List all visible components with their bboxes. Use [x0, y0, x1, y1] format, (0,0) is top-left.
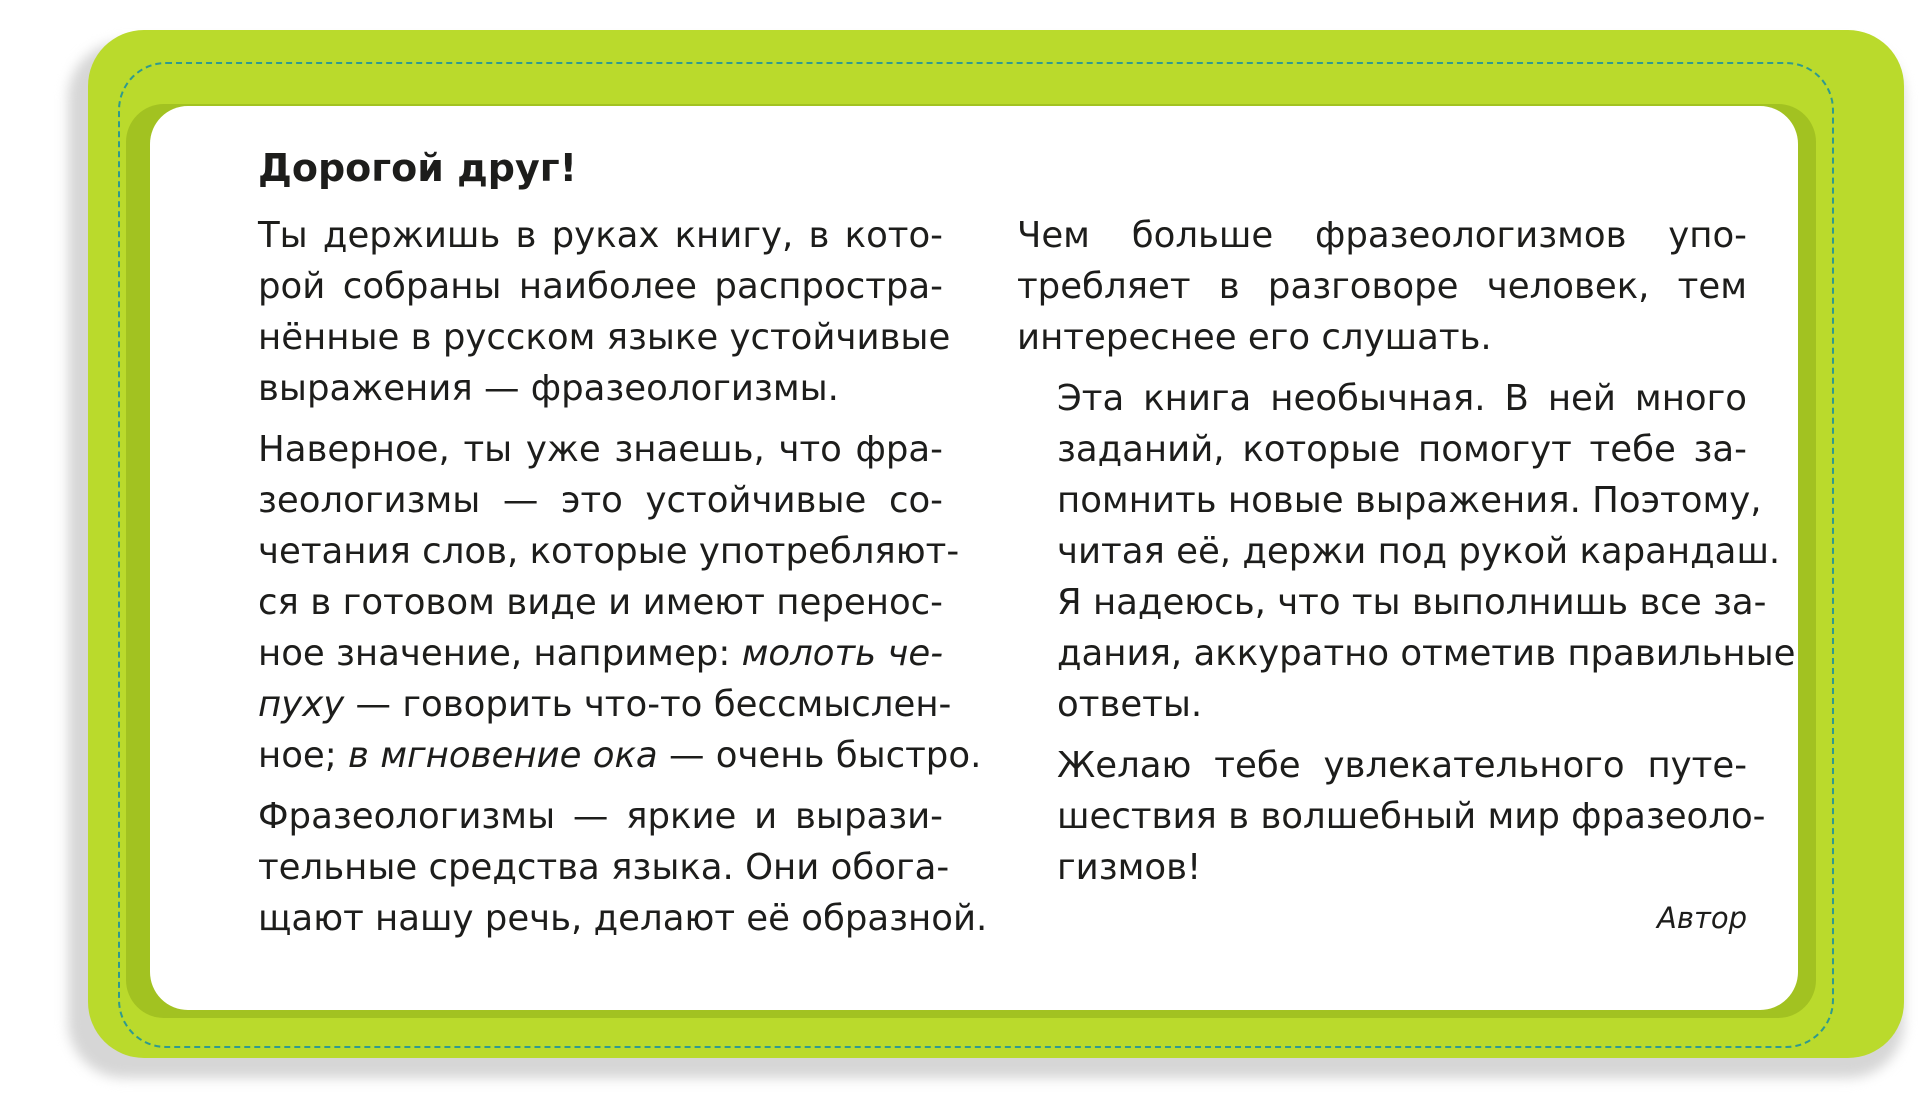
text-line: Наверное, ты уже знаешь, что фра- — [258, 429, 943, 470]
text-line: читая её, держи под рукой карандаш. — [1057, 531, 1781, 572]
paragraph-tasks — [1017, 373, 1796, 730]
text-line: Фразеологизмы — яркие и вырази- — [258, 796, 943, 837]
text-fragment: — говорить что-то бессмыслен- — [344, 684, 952, 725]
text-line: интереснее его слушать. — [1017, 317, 1492, 358]
text-line: Ты держишь в руках книгу, в кото- — [258, 215, 943, 256]
left-column — [218, 210, 988, 954]
paragraph-wish — [1017, 740, 1766, 893]
text-line: ся в готовом виде и имеют перенос- — [258, 582, 943, 623]
text-line: Я надеюсь, что ты выполнишь все за- — [1057, 582, 1767, 623]
text-line: четания слов, которые употребляют- — [258, 531, 960, 572]
author-signature: Автор — [1657, 901, 1747, 935]
text-fragment: ное; — [258, 735, 349, 776]
text-line: Чем больше фразеологизмов упо- — [1017, 215, 1747, 256]
text-fragment: ное значение, например: — [258, 633, 742, 674]
text-line: выражения — фразеологизмы. — [258, 368, 839, 409]
text-line: заданий, которые помогут тебе за- — [1057, 429, 1747, 470]
text-line: зеологизмы — это устойчивые со- — [258, 480, 943, 521]
text-line: Эта книга необычная. В ней много — [1057, 378, 1747, 419]
paragraph-intro — [218, 210, 951, 414]
example-phrase: пуху — [258, 684, 345, 725]
text-line: гизмов! — [1057, 847, 1202, 888]
letter-greeting: Дорогой друг! — [258, 146, 577, 190]
text-line: ответы. — [1057, 684, 1203, 725]
text-line: рой собраны наиболее распростра- — [258, 266, 943, 307]
paragraph-conversation — [1017, 210, 1747, 363]
text-line: шествия в волшебный мир фразеоло- — [1057, 796, 1766, 837]
text-fragment: — очень быстро. — [657, 735, 982, 776]
text-line: тельные средства языка. Они обога- — [258, 847, 950, 888]
text-line — [218, 628, 943, 679]
right-column — [1017, 210, 1796, 903]
paragraph-expressiveness — [218, 791, 988, 944]
example-phrase: молоть че- — [741, 633, 944, 674]
text-line: дания, аккуратно отметив правильные — [1057, 633, 1796, 674]
example-phrase: в мгновение ока — [348, 735, 658, 776]
text-line: требляет в разговоре человек, тем — [1017, 266, 1747, 307]
text-line: нённые в русском языке устойчивые — [258, 317, 951, 358]
text-line — [218, 679, 952, 730]
text-line: Желаю тебе увлекательного путе- — [1057, 745, 1747, 786]
text-line: помнить новые выражения. Поэтому, — [1057, 480, 1762, 521]
text-line: щают нашу речь, делают её образной. — [258, 898, 988, 939]
text-line — [218, 730, 982, 781]
paragraph-definition — [218, 424, 982, 781]
